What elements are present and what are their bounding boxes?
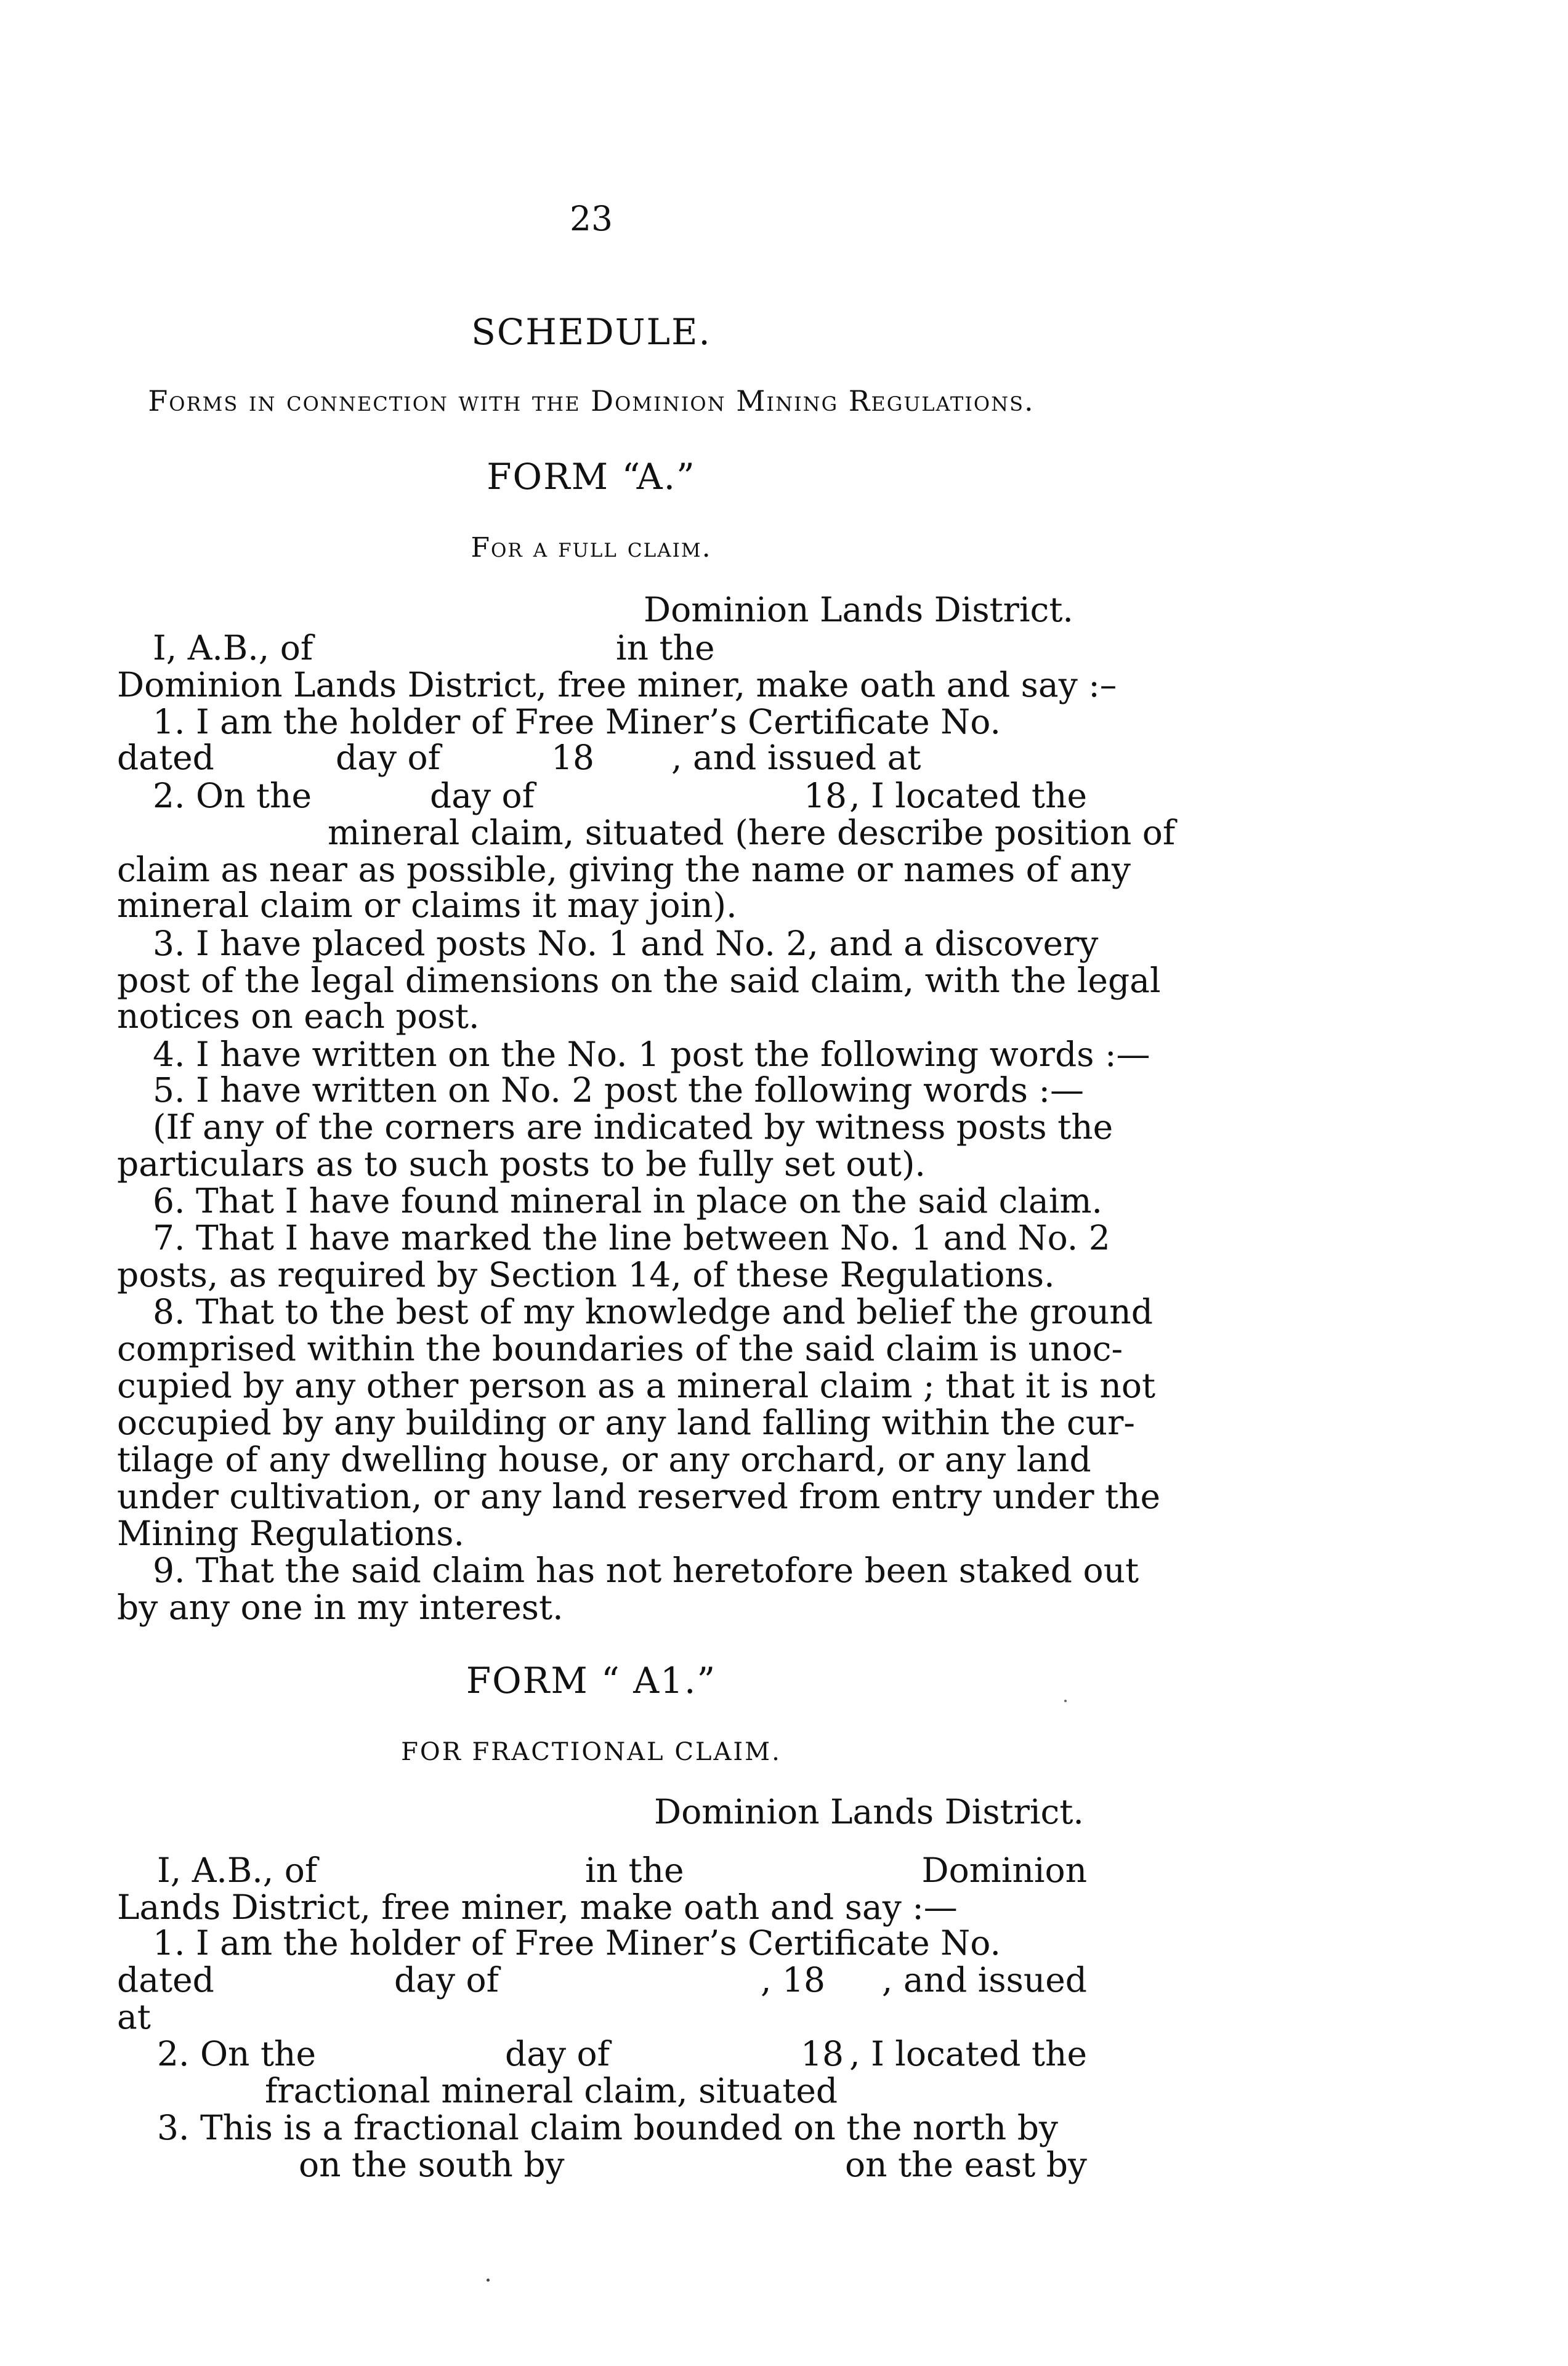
form-a1-dated: dated [117, 1960, 214, 2000]
form-a1-p2-line2: fractional mineral claim, situated [265, 2071, 838, 2110]
forms-heading: Forms in connection with the Dominion Mining Regulations. [148, 384, 1035, 418]
form-a-district: Dominion Lands District. [644, 590, 1073, 629]
form-a1-p1: 1. I am the holder of Free Miner’s Certificate No. [153, 1923, 1001, 1963]
form-a1-p3-east: on the east by [844, 2145, 1087, 2184]
form-a-year: 18 [551, 738, 594, 777]
form-a1-in-the: in the [585, 1851, 684, 1890]
form-a-p8-line4: occupied by any building or any land falling within the cur- [117, 1403, 1135, 1442]
form-a-p7-line1: 7. That I have marked the line between No. 1 and No. 2 [153, 1218, 1110, 1258]
form-a1-day-of: day of [394, 1960, 499, 2000]
form-a-p8-line6: under cultivation, or any land reserved from entry under the [117, 1477, 1161, 1516]
form-a1-p2-on: 2. On the [157, 2034, 317, 2073]
form-a1-p3-south: on the south by [299, 2145, 565, 2184]
form-a-subtitle: For a full claim. [471, 532, 712, 563]
form-a-p9-line2: by any one in my interest. [117, 1588, 564, 1627]
form-a-paren-line2: particulars as to such posts to be fully set out). [117, 1144, 926, 1184]
schedule-title: SCHEDULE. [471, 311, 711, 353]
form-a-p8-line1: 8. That to the best of my knowledge and belief the ground [153, 1292, 1153, 1331]
form-a-p2-day-of: day of [430, 776, 535, 815]
form-a1-p2-located: , I located the [849, 2034, 1087, 2073]
form-a-p3-line3: notices on each post. [117, 996, 480, 1036]
page-number: 23 [570, 199, 613, 238]
print-speck [1064, 1700, 1067, 1702]
form-a1-title: FORM “ A1.” [466, 1660, 717, 1702]
form-a1-dominion: Dominion [921, 1851, 1087, 1890]
form-a-p6: 6. That I have found mineral in place on the said claim. [153, 1181, 1103, 1221]
form-a-p2-on: 2. On the [153, 776, 312, 815]
form-a-p2-located: , I located the [849, 776, 1087, 815]
form-a-in-the: in the [616, 628, 715, 668]
form-a1-p2-year: 18 [801, 2034, 844, 2073]
form-a-day-of: day of [336, 738, 441, 777]
form-a-paren-line1: (If any of the corners are indicated by witness posts the [153, 1107, 1113, 1147]
print-speck [487, 2279, 490, 2282]
form-a-p9-line1: 9. That the said claim has not heretofore been staked out [153, 1551, 1139, 1590]
form-a-p7-line2: posts, as required by Section 14, of these Regulations. [117, 1255, 1055, 1294]
form-a-p2-year: 18 [804, 776, 847, 815]
form-a1-year: , 18 [761, 1960, 825, 2000]
form-a-p2-line2: mineral claim, situated (here describe position of [328, 813, 1176, 852]
form-a-dated: dated [117, 738, 214, 777]
form-a1-p2-day-of: day of [505, 2034, 610, 2073]
form-a-p1: 1. I am the holder of Free Miner’s Certificate No. [153, 702, 1001, 741]
form-a1-district: Dominion Lands District. [654, 1792, 1084, 1831]
form-a-p8-line5: tilage of any dwelling house, or any orchard, or any land [117, 1440, 1091, 1479]
form-a-p2-line3: claim as near as possible, giving the name or names of any [117, 850, 1131, 889]
form-a-p8-line3: cupied by any other person as a mineral claim ; that it is not [117, 1366, 1156, 1405]
form-a-p5: 5. I have written on No. 2 post the following words :— [153, 1070, 1084, 1110]
form-a-p4: 4. I have written on the No. 1 post the following words :— [153, 1035, 1150, 1074]
form-a-title: FORM “A.” [487, 456, 696, 498]
form-a-ab: I, A.B., of [153, 628, 313, 668]
form-a1-at: at [117, 1997, 151, 2037]
form-a-oath-line: Dominion Lands District, free miner, make oath and say :– [117, 665, 1117, 705]
form-a1-ab: I, A.B., of [157, 1851, 318, 1890]
form-a-p8-line2: comprised within the boundaries of the said claim is unoc- [117, 1329, 1123, 1368]
form-a-p3-line1: 3. I have placed posts No. 1 and No. 2, and a discovery [153, 924, 1099, 963]
form-a1-oath-line: Lands District, free miner, make oath and say :— [117, 1888, 958, 1927]
form-a1-subtitle: FOR FRACTIONAL CLAIM. [401, 1738, 782, 1766]
form-a1-issued: , and issued [881, 1960, 1087, 2000]
form-a-p2-line4: mineral claim or claims it may join). [117, 886, 737, 925]
form-a1-p3-line1: 3. This is a fractional claim bounded on the north by [157, 2108, 1058, 2147]
form-a-issued-at: , and issued at [671, 738, 921, 777]
form-a-p3-line2: post of the legal dimensions on the said claim, with the legal [117, 961, 1161, 1000]
form-a-p8-line7: Mining Regulations. [117, 1514, 464, 1553]
